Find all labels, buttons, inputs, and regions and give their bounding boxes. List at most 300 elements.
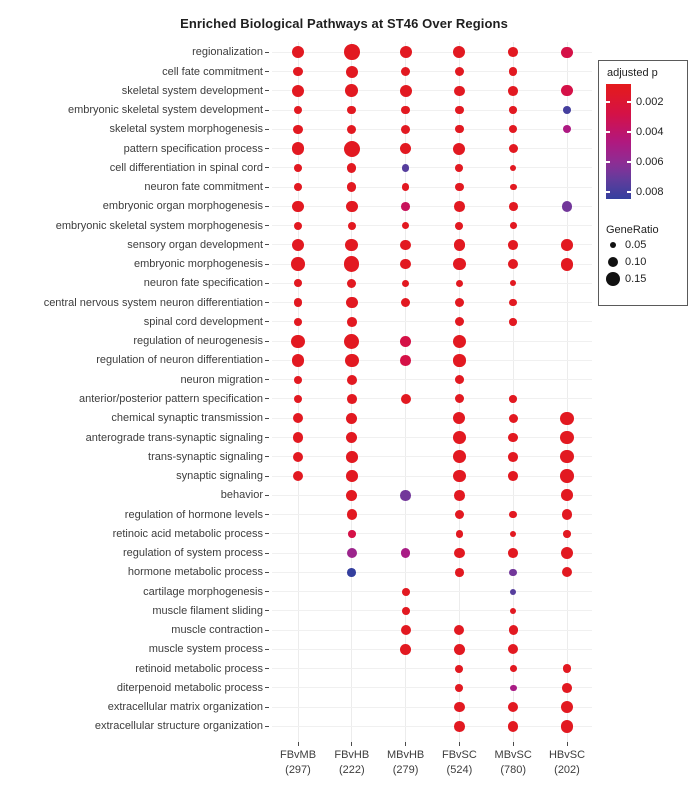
pathway-dot [294,279,302,287]
pathway-dot [510,589,516,595]
pathway-dot [455,298,464,307]
pathway-dot [509,125,517,133]
panel-gridline-horizontal [272,244,592,245]
pathway-dot [455,125,463,133]
panel-gridline-horizontal [272,110,592,111]
pathway-dot [560,431,573,444]
pathway-dot [400,355,411,366]
pathway-dot [455,394,464,403]
pathway-dot [455,665,463,673]
pathway-dot [453,470,466,483]
pathway-dot [294,222,302,230]
y-axis-label: spinal cord development [143,315,263,328]
colorbar-tick-left [606,191,610,193]
pathway-dot [510,184,517,191]
y-axis-tick [265,533,269,534]
pathway-dot [509,202,518,211]
y-axis-tick [265,456,269,457]
y-axis-tick [265,110,269,111]
y-axis-label: muscle system process [148,643,263,656]
pathway-dot [508,548,518,558]
pathway-dot [347,163,356,172]
pathway-dot [560,450,573,463]
pathway-dot [401,202,410,211]
size-legend-title: GeneRatio [606,224,659,236]
y-axis-tick [265,341,269,342]
pathway-dot [561,547,574,560]
y-axis-label: skeletal system development [121,84,263,97]
pathway-dot [292,354,304,366]
panel-gridline-horizontal [272,321,592,322]
pathway-dot [347,106,356,115]
pathway-dot [509,67,517,75]
x-axis-label: MBvSC [494,749,532,761]
pathway-dot [561,85,572,96]
pathway-dot [344,256,359,271]
pathway-dot [455,375,464,384]
panel-gridline-horizontal [272,668,592,669]
pathway-dot [453,450,466,463]
y-axis-label: extracellular matrix organization [107,701,263,714]
panel-gridline-horizontal [272,187,592,188]
y-axis-label: sensory organ development [127,238,263,251]
y-axis-label: neuron fate commitment [144,181,263,194]
pathway-dot [294,106,303,115]
pathway-dot [562,201,573,212]
pathway-dot [294,376,302,384]
pathway-dot [561,239,573,251]
pathway-dot [346,451,358,463]
y-axis-label: cartilage morphogenesis [143,585,263,598]
y-axis-label: chemical synaptic transmission [111,412,263,425]
pathway-dot [291,257,305,271]
pathway-dot [455,317,464,326]
y-axis-label: regulation of system process [122,547,263,560]
panel-gridline-horizontal [272,707,592,708]
pathway-dot [347,317,357,327]
pathway-dot [510,665,517,672]
pathway-dot [344,44,360,60]
panel-gridline-horizontal [272,553,592,554]
x-axis-tick [298,742,299,746]
size-legend-dot [610,242,617,249]
pathway-dot [453,143,465,155]
y-axis-label: skeletal system morphogenesis [109,123,263,136]
y-axis-label: diterpenoid metabolic process [116,681,263,694]
y-axis-label: neuron fate specification [143,277,263,290]
pathway-dot [347,182,356,191]
y-axis-tick [265,437,269,438]
x-axis-tick [459,742,460,746]
pathway-dot [292,239,305,252]
pathway-dot [509,144,518,153]
pathway-dot [453,412,465,424]
pathway-dot [562,567,572,577]
pathway-dot [509,511,517,519]
colorbar-tick-label: 0.006 [636,155,664,168]
pathway-dot [345,354,359,368]
colorbar-tick-label: 0.002 [636,95,664,108]
y-axis-tick [265,476,269,477]
y-axis-tick [265,148,269,149]
pathway-dot [560,469,574,483]
panel-gridline-horizontal [272,533,592,534]
pathway-dot [347,279,356,288]
panel-gridline-horizontal [272,591,592,592]
y-axis-label: anterior/posterior pattern specification [78,392,263,405]
y-axis-label: retinoid metabolic process [135,662,263,675]
pathway-dot [455,568,464,577]
y-axis-tick [265,129,269,130]
panel-gridline-horizontal [272,283,592,284]
colorbar-tick-right [627,161,631,163]
pathway-dot [509,299,517,307]
y-axis-tick [265,206,269,207]
panel-gridline-horizontal [272,476,592,477]
x-axis-tick [405,742,406,746]
pathway-dot [401,125,410,134]
y-axis-tick [265,167,269,168]
pathway-dot [509,395,517,403]
pathway-dot [401,106,409,114]
size-legend-dot [606,272,620,286]
pathway-dot [401,298,410,307]
panel-gridline-horizontal [272,302,592,303]
pathway-dot [453,46,465,58]
pathway-dot [293,471,304,482]
pathway-dot [455,222,463,230]
panel-gridline-horizontal [272,90,592,91]
pathway-dot [562,683,572,693]
pathway-dot [346,297,358,309]
x-axis-count-label: (202) [554,764,580,776]
y-axis-tick [265,379,269,380]
pathway-dot [456,530,464,538]
y-axis-label: behavior [220,489,263,502]
pathway-dot [347,548,357,558]
panel-gridline-horizontal [272,726,592,727]
panel-gridline-horizontal [272,572,592,573]
pathway-dot [348,222,356,230]
pathway-dot [562,509,572,519]
pathway-dot [402,183,410,191]
pathway-dot [346,432,357,443]
y-axis-tick [265,726,269,727]
pathway-dot [400,259,411,270]
pathway-dot [453,431,466,444]
pathway-dot [454,702,465,713]
y-axis-tick [265,302,269,303]
pathway-dot [293,452,304,463]
panel-gridline-horizontal [272,225,592,226]
y-axis-label: central nervous system neuron differentiation [43,296,263,309]
pathway-dot [293,413,304,424]
y-axis-tick [265,649,269,650]
pathway-dot [292,201,303,212]
panel-gridline-horizontal [272,649,592,650]
pathway-dot [293,432,304,443]
pathway-dot [400,85,412,97]
legend-box [598,60,688,306]
panel-gridline-horizontal [272,418,592,419]
pathway-dot [402,588,410,596]
pathway-dot [508,644,518,654]
pathway-dot [400,143,412,155]
pathway-dot [400,336,411,347]
panel-gridline-horizontal [272,495,592,496]
pathway-dot [509,569,517,577]
pathway-dot [454,721,465,732]
pathway-dot [402,222,410,230]
y-axis-tick [265,687,269,688]
pathway-dot [401,394,411,404]
panel-gridline-horizontal [272,129,592,130]
pathway-dot [347,509,358,520]
y-axis-label: trans-synaptic signaling [148,450,263,463]
pathway-dot [455,67,464,76]
panel-gridline-horizontal [272,167,592,168]
panel-gridline-horizontal [272,630,592,631]
y-axis-tick [265,244,269,245]
y-axis-label: muscle contraction [171,624,263,637]
panel-gridline-horizontal [272,52,592,53]
pathway-dot [291,335,304,348]
pathway-dot [456,280,464,288]
pathway-dot [344,141,360,157]
x-axis-label: FBvMB [279,749,317,761]
x-axis-count-label: (297) [285,764,311,776]
colorbar-tick-label: 0.008 [636,185,664,198]
pathway-dot [508,240,518,250]
panel-gridline-horizontal [272,610,592,611]
y-axis-tick [265,71,269,72]
y-axis-tick [265,187,269,188]
pathway-dot [453,335,466,348]
pathway-dot [347,125,356,134]
pathway-dot [454,490,465,501]
y-axis-label: pattern specification process [123,142,263,155]
pathway-dot [455,183,463,191]
colorbar-tick-left [606,101,610,103]
pathway-dot [292,46,304,58]
pathway-dot [347,568,356,577]
pathway-dot [402,280,409,287]
y-axis-label: retinoic acid metabolic process [112,527,263,540]
x-axis-count-label: (222) [338,764,365,776]
pathway-dot [400,644,411,655]
y-axis-tick [265,495,269,496]
size-legend-label: 0.15 [625,273,647,285]
y-axis-label: regionalization [192,46,263,59]
pathway-dot [509,106,517,114]
y-axis-tick [265,52,269,53]
pathway-dot [563,106,571,114]
pathway-dot [402,607,410,615]
panel-gridline-horizontal [272,206,592,207]
pathway-dot [401,67,410,76]
y-axis-tick [265,264,269,265]
panel-gridline-horizontal [272,71,592,72]
panel-gridline-horizontal [272,456,592,457]
panel-gridline-horizontal [272,437,592,438]
y-axis-tick [265,283,269,284]
panel-gridline-vertical [567,42,568,742]
pathway-dot [563,530,571,538]
y-axis-tick [265,90,269,91]
y-axis-label: embryonic organ morphogenesis [102,200,263,213]
pathway-dot [344,334,359,349]
pathway-dot [510,222,517,229]
y-axis-tick [265,225,269,226]
pathway-dot [454,86,465,97]
y-axis-tick [265,591,269,592]
x-axis-label: FBvSC [441,749,477,761]
pathway-dot [400,46,412,58]
y-axis-label: muscle filament sliding [152,604,263,617]
panel-gridline-horizontal [272,148,592,149]
x-axis-label: MBvHB [386,749,425,761]
size-legend-dot [608,257,619,268]
colorbar-tick-label: 0.004 [636,125,664,138]
panel-gridline-horizontal [272,379,592,380]
pathway-dot [346,66,358,78]
pathway-dot [453,258,465,270]
pathway-dot [508,721,519,732]
pathway-dot [401,625,411,635]
pathway-dot [455,684,463,692]
pathway-dot [294,164,302,172]
y-axis-label: neuron migration [180,373,263,386]
x-axis-count-label: (524) [446,764,473,776]
panel-gridline-horizontal [272,398,592,399]
pathway-dot [348,530,356,538]
x-axis-tick [351,742,352,746]
pathway-dot [292,142,304,154]
y-axis-tick [265,360,269,361]
x-axis-label: HBvSC [548,749,586,761]
y-axis-label: embryonic morphogenesis [133,258,263,271]
pathway-dot [294,183,302,191]
colorbar-tick-right [627,131,631,133]
pathway-dot [509,414,518,423]
pathway-dot [561,489,573,501]
pathway-dot [508,471,518,481]
pathway-dot [345,84,358,97]
y-axis-label: cell differentiation in spinal cord [109,161,263,174]
x-axis-count-label: (780) [500,764,527,776]
y-axis-label: anterograde trans-synaptic signaling [85,431,263,444]
pathway-dot [454,201,465,212]
pathway-dot [293,67,303,77]
pathway-dot [400,490,411,501]
y-axis-label: regulation of neuron differentiation [96,354,263,367]
y-axis-label: regulation of hormone levels [124,508,263,521]
y-axis-tick [265,514,269,515]
pathway-dot [401,548,411,558]
pathway-dot [345,239,358,252]
color-legend-title: adjusted p [607,67,658,79]
pathway-dot [509,318,517,326]
y-axis-label: embryonic skeletal system morphogenesis [55,219,263,232]
y-axis-tick [265,707,269,708]
pathway-dot [346,201,358,213]
pathway-dot [508,702,518,712]
y-axis-tick [265,610,269,611]
pathway-dot [347,375,357,385]
pathway-dot [510,608,516,614]
y-axis-label: synaptic signaling [176,470,263,483]
colorbar-tick-right [627,101,631,103]
pathway-dot [454,625,464,635]
pathway-dot [294,298,303,307]
pathway-dot [561,701,573,713]
colorbar-tick-left [606,131,610,133]
pathway-dot [560,412,573,425]
pathway-dot [293,125,302,134]
panel-gridline-horizontal [272,514,592,515]
x-axis-label: FBvHB [334,749,370,761]
size-legend-label: 0.05 [625,239,647,251]
panel-gridline-horizontal [272,360,592,361]
pathway-dot [510,280,516,286]
y-axis-label: regulation of neurogenesis [133,335,263,348]
pathway-dot [563,125,571,133]
y-axis-label: cell fate commitment [162,65,263,78]
y-axis-label: hormone metabolic process [127,566,263,579]
pathway-dot [508,47,518,57]
pathway-dot [454,548,465,559]
y-axis-tick [265,630,269,631]
y-axis-tick [265,553,269,554]
colorbar-tick-left [606,161,610,163]
x-axis-tick [513,742,514,746]
pathway-dot [508,433,518,443]
y-axis-tick [265,668,269,669]
pathway-dot [455,106,463,114]
pathway-dot [402,164,410,172]
pathway-dot [346,413,357,424]
pathway-dot [347,394,357,404]
pathway-dot [454,239,466,251]
pathway-dot [294,395,302,403]
pathway-dot [294,318,302,326]
pathway-dot [454,644,465,655]
pathway-dot [510,531,516,537]
pathway-dot [561,47,572,58]
pathway-dot [508,259,519,270]
chart-title: Enriched Biological Pathways at ST46 Over Regions [180,16,508,31]
x-axis-count-label: (279) [392,764,419,776]
y-axis-tick [265,418,269,419]
pathway-dot [455,510,465,520]
pathway-dot [455,164,463,172]
panel-gridline-horizontal [272,687,592,688]
pathway-dot [292,85,304,97]
size-legend-label: 0.10 [625,256,647,268]
pathway-dot [561,258,574,271]
pathway-dot [563,664,571,672]
x-axis-tick [567,742,568,746]
pathway-dot [510,685,517,692]
pathway-dot [453,354,465,366]
pathway-dot [561,720,573,732]
pathway-dot [400,240,411,251]
panel-gridline-horizontal [272,341,592,342]
pathway-dot [509,625,518,634]
panel-gridline-horizontal [272,264,592,265]
pathway-dot [508,86,518,96]
pathway-dot [510,165,516,171]
